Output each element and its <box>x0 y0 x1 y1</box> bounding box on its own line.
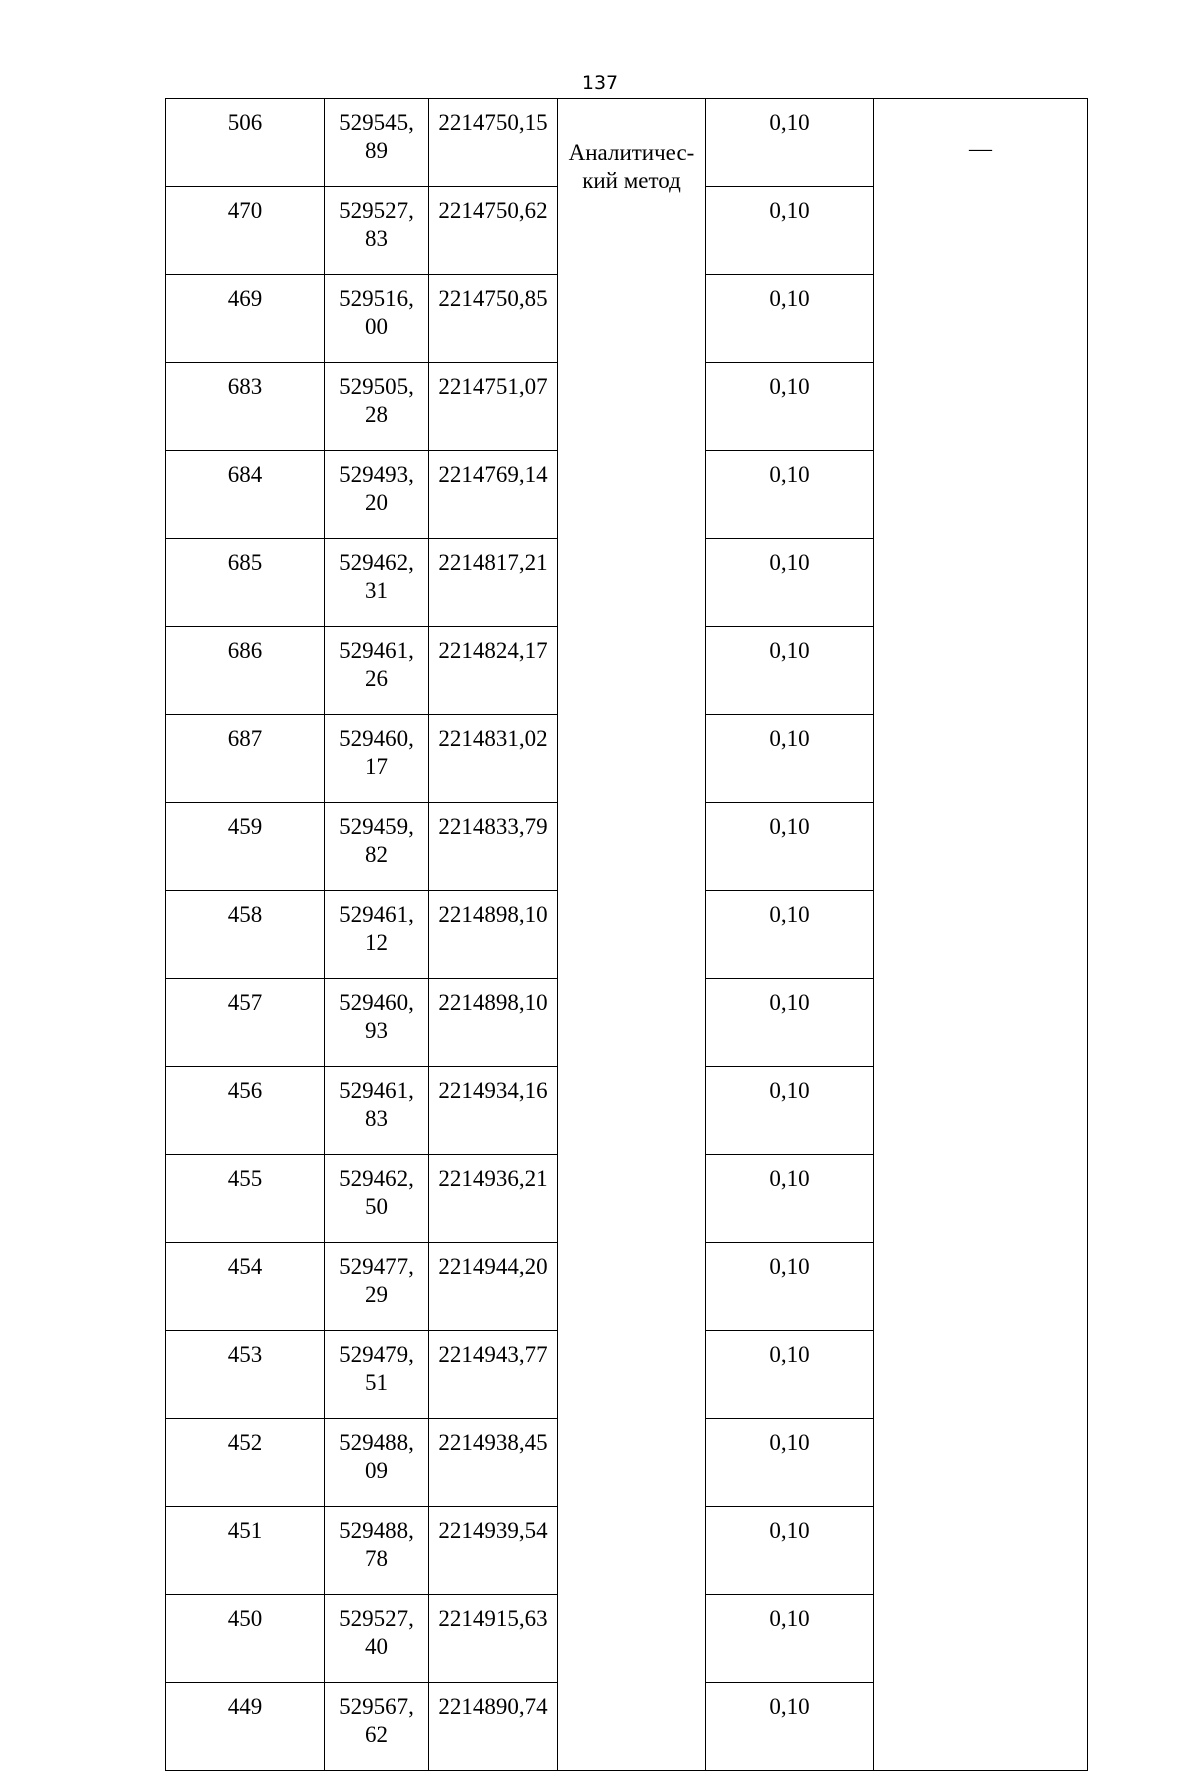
y-coordinate-cell: 2214943,77 <box>429 1331 558 1419</box>
x-coordinate-integer: 529567, <box>339 1694 414 1719</box>
x-coordinate-cell <box>325 539 429 627</box>
accuracy-cell: 0,10 <box>706 187 874 275</box>
accuracy-cell: 0,10 <box>706 979 874 1067</box>
accuracy-cell: 0,10 <box>706 451 874 539</box>
note-cell: — <box>874 99 1088 1771</box>
y-coordinate-cell: 2214898,10 <box>429 979 558 1067</box>
x-coordinate-fraction: 51 <box>365 1370 388 1395</box>
x-coordinate-integer: 529462, <box>339 1166 414 1191</box>
x-coordinate-integer: 529493, <box>339 462 414 487</box>
x-coordinate-fraction: 82 <box>365 842 388 867</box>
y-coordinate-cell: 2214824,17 <box>429 627 558 715</box>
table-row <box>166 99 1088 187</box>
x-coordinate-cell <box>325 1331 429 1419</box>
x-coordinate-cell <box>325 275 429 363</box>
point-number-cell: 470 <box>166 187 325 275</box>
y-coordinate-cell: 2214934,16 <box>429 1067 558 1155</box>
x-coordinate-integer: 529527, <box>339 198 414 223</box>
y-coordinate-cell: 2214831,02 <box>429 715 558 803</box>
point-number-cell: 506 <box>166 99 325 187</box>
x-coordinate-integer: 529459, <box>339 814 414 839</box>
x-coordinate-integer: 529462, <box>339 550 414 575</box>
x-coordinate-fraction: 93 <box>365 1018 388 1043</box>
y-coordinate-cell: 2214890,74 <box>429 1683 558 1771</box>
x-coordinate-cell <box>325 891 429 979</box>
point-number-cell: 457 <box>166 979 325 1067</box>
point-number-cell: 685 <box>166 539 325 627</box>
x-coordinate-fraction: 00 <box>365 314 388 339</box>
x-coordinate-cell <box>325 1243 429 1331</box>
x-coordinate-cell <box>325 1419 429 1507</box>
x-coordinate-cell <box>325 1155 429 1243</box>
accuracy-cell: 0,10 <box>706 1595 874 1683</box>
x-coordinate-integer: 529461, <box>339 638 414 663</box>
x-coordinate-integer: 529505, <box>339 374 414 399</box>
accuracy-cell: 0,10 <box>706 1507 874 1595</box>
accuracy-cell: 0,10 <box>706 1067 874 1155</box>
point-number-cell: 454 <box>166 1243 325 1331</box>
y-coordinate-cell: 2214751,07 <box>429 363 558 451</box>
accuracy-cell: 0,10 <box>706 1683 874 1771</box>
accuracy-cell: 0,10 <box>706 891 874 979</box>
y-coordinate-cell: 2214750,62 <box>429 187 558 275</box>
point-number-cell: 686 <box>166 627 325 715</box>
accuracy-cell: 0,10 <box>706 99 874 187</box>
x-coordinate-integer: 529545, <box>339 110 414 135</box>
x-coordinate-fraction: 40 <box>365 1634 388 1659</box>
y-coordinate-cell: 2214750,15 <box>429 99 558 187</box>
x-coordinate-fraction: 83 <box>365 1106 388 1131</box>
y-coordinate-cell: 2214898,10 <box>429 891 558 979</box>
x-coordinate-fraction: 31 <box>365 578 388 603</box>
point-number-cell: 459 <box>166 803 325 891</box>
point-number-cell: 683 <box>166 363 325 451</box>
y-coordinate-cell: 2214833,79 <box>429 803 558 891</box>
x-coordinate-cell <box>325 99 429 187</box>
point-number-cell: 456 <box>166 1067 325 1155</box>
y-coordinate-cell: 2214939,54 <box>429 1507 558 1595</box>
x-coordinate-cell <box>325 979 429 1067</box>
point-number-cell: 451 <box>166 1507 325 1595</box>
x-coordinate-integer: 529488, <box>339 1430 414 1455</box>
point-number-cell: 449 <box>166 1683 325 1771</box>
accuracy-cell: 0,10 <box>706 539 874 627</box>
x-coordinate-fraction: 83 <box>365 226 388 251</box>
x-coordinate-integer: 529461, <box>339 1078 414 1103</box>
x-coordinate-cell <box>325 627 429 715</box>
y-coordinate-cell: 2214944,20 <box>429 1243 558 1331</box>
x-coordinate-fraction: 20 <box>365 490 388 515</box>
x-coordinate-integer: 529477, <box>339 1254 414 1279</box>
accuracy-cell: 0,10 <box>706 715 874 803</box>
x-coordinate-integer: 529460, <box>339 726 414 751</box>
accuracy-cell: 0,10 <box>706 627 874 715</box>
accuracy-cell: 0,10 <box>706 363 874 451</box>
y-coordinate-cell: 2214936,21 <box>429 1155 558 1243</box>
x-coordinate-integer: 529516, <box>339 286 414 311</box>
point-number-cell: 469 <box>166 275 325 363</box>
x-coordinate-integer: 529488, <box>339 1518 414 1543</box>
y-coordinate-cell: 2214938,45 <box>429 1419 558 1507</box>
x-coordinate-integer: 529479, <box>339 1342 414 1367</box>
x-coordinate-fraction: 78 <box>365 1546 388 1571</box>
y-coordinate-cell: 2214769,14 <box>429 451 558 539</box>
point-number-cell: 452 <box>166 1419 325 1507</box>
x-coordinate-fraction: 89 <box>365 138 388 163</box>
x-coordinate-cell <box>325 187 429 275</box>
accuracy-cell: 0,10 <box>706 1155 874 1243</box>
x-coordinate-fraction: 50 <box>365 1194 388 1219</box>
point-number-cell: 687 <box>166 715 325 803</box>
x-coordinate-fraction: 28 <box>365 402 388 427</box>
point-number-cell: 684 <box>166 451 325 539</box>
x-coordinate-cell <box>325 803 429 891</box>
page-number: 137 <box>581 72 619 94</box>
x-coordinate-fraction: 17 <box>365 754 388 779</box>
point-number-cell: 453 <box>166 1331 325 1419</box>
x-coordinate-cell <box>325 363 429 451</box>
point-number-cell: 458 <box>166 891 325 979</box>
x-coordinate-integer: 529461, <box>339 902 414 927</box>
accuracy-cell: 0,10 <box>706 275 874 363</box>
accuracy-cell: 0,10 <box>706 1243 874 1331</box>
y-coordinate-cell: 2214817,21 <box>429 539 558 627</box>
x-coordinate-cell <box>325 1507 429 1595</box>
accuracy-cell: 0,10 <box>706 803 874 891</box>
x-coordinate-fraction: 09 <box>365 1458 388 1483</box>
x-coordinate-fraction: 12 <box>365 930 388 955</box>
y-coordinate-cell: 2214750,85 <box>429 275 558 363</box>
x-coordinate-integer: 529527, <box>339 1606 414 1631</box>
x-coordinate-fraction: 29 <box>365 1282 388 1307</box>
x-coordinate-cell <box>325 1067 429 1155</box>
x-coordinate-fraction: 62 <box>365 1722 388 1747</box>
x-coordinate-fraction: 26 <box>365 666 388 691</box>
method-cell: Аналитичес- кий метод <box>558 99 706 1771</box>
accuracy-cell: 0,10 <box>706 1419 874 1507</box>
accuracy-cell: 0,10 <box>706 1331 874 1419</box>
x-coordinate-cell <box>325 1683 429 1771</box>
x-coordinate-cell <box>325 451 429 539</box>
x-coordinate-cell <box>325 715 429 803</box>
coordinates-table <box>165 98 1088 1771</box>
point-number-cell: 455 <box>166 1155 325 1243</box>
point-number-cell: 450 <box>166 1595 325 1683</box>
x-coordinate-integer: 529460, <box>339 990 414 1015</box>
coordinates-table-body <box>166 99 1088 1771</box>
y-coordinate-cell: 2214915,63 <box>429 1595 558 1683</box>
x-coordinate-cell <box>325 1595 429 1683</box>
